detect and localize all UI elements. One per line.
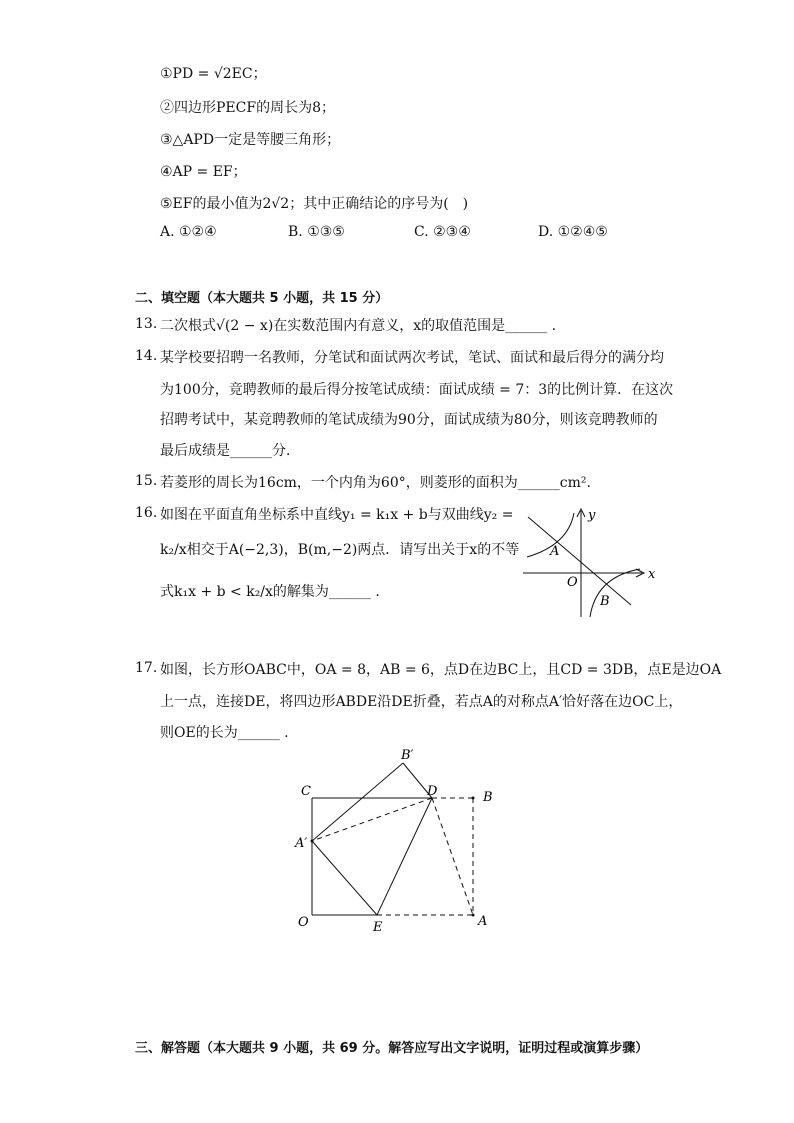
label-e: E: [373, 920, 383, 935]
point-a-prime: [311, 840, 314, 843]
label-y: y: [588, 508, 596, 523]
option-d: D. ①②④⑤: [538, 224, 608, 240]
section-3-title: 三、解答题（本大题共 9 小题，共 69 分。解答应写出文字说明，证明过程或演算步骤）: [135, 1041, 649, 1056]
label-o: O: [567, 575, 578, 590]
q15-text: 若菱形的周长为16cm，一个内角为60°，则菱形的面积为______cm².: [160, 475, 591, 491]
q13-number: 13.: [135, 316, 158, 332]
q16-line-1: 如图在平面直角坐标系中直线y₁ = k₁x + b与双曲线y₂ =: [160, 507, 514, 523]
option-b: B. ①③⑤: [288, 224, 345, 240]
q14-line-1: 某学校要招聘一名教师，分笔试和面试两次考试，笔试、面试和最后得分的满分均: [160, 350, 664, 366]
label-x: x: [648, 567, 656, 582]
section-2-title: 二、填空题（本大题共 5 小题，共 15 分）: [135, 291, 389, 306]
label-c: C: [301, 784, 311, 799]
label-d: D: [427, 784, 438, 799]
label-b: B: [483, 790, 493, 805]
label-a-prime: A′: [295, 836, 308, 851]
q14-line-4: 最后成绩是______分．: [160, 443, 300, 459]
line-y1: [528, 517, 631, 605]
q17-line-1: 如图，长方形OABC中，OA = 8，AB = 6，点D在边BC上，且CD = 3DB，点E是边OA: [160, 662, 722, 678]
statement-3: ③△APD一定是等腰三角形；: [160, 132, 341, 148]
q17-number: 17.: [135, 660, 158, 676]
label-b: B: [600, 594, 610, 609]
label-a: A: [550, 544, 560, 559]
point-b: [472, 797, 475, 800]
statement-5: ⑤EF的最小值为2√2；其中正确结论的序号为( ): [160, 196, 469, 212]
q14-number: 14.: [135, 348, 158, 364]
dashed-da: [432, 798, 473, 915]
fold-a-prime-e: [312, 841, 377, 915]
q13-text: 二次根式√(2 − x)在实数范围内有意义，x的取值范围是______ .: [160, 318, 557, 334]
q17-line-3: 则OE的长为______ .: [160, 725, 289, 741]
fold-b-prime-a-prime: [312, 763, 403, 841]
option-a: A. ①②④: [160, 224, 217, 240]
q14-line-3: 招聘考试中，某竞聘教师的笔试成绩为90分，面试成绩为80分，则该竞聘教师的: [160, 412, 658, 428]
q16-line-2: k₂/x相交于A(−2,3)，B(m,−2)两点．请写出关于x的不等: [160, 542, 520, 558]
statement-4: ④AP = EF；: [160, 164, 247, 180]
statement-1: ①PD = √2EC；: [160, 66, 267, 82]
q17-line-2: 上一点，连接DE，将四边形ABDE沿DE折叠，若点A的对称点A′恰好落在边OC上，: [160, 694, 683, 710]
label-b-prime: B′: [401, 748, 414, 763]
label-a: A: [478, 914, 488, 929]
statement-2: ②四边形PECF的周长为8；: [160, 100, 335, 116]
q16-number: 16.: [135, 505, 158, 521]
option-c: C. ②③④: [414, 224, 471, 240]
figure-17-rectangle-fold: [290, 745, 520, 945]
figure-16-coordinate-graph: [518, 505, 668, 620]
point-a: [472, 914, 475, 917]
label-o: O: [298, 915, 309, 930]
q14-line-2: 为100分，竞聘教师的最后得分按笔试成绩：面试成绩 = 7：3的比例计算．在这次: [160, 382, 674, 398]
fold-de: [377, 798, 432, 915]
dashed-da-prime: [312, 798, 432, 841]
q15-number: 15.: [135, 473, 158, 489]
q16-line-3: 式k₁x + b < k₂/x的解集为______ .: [160, 584, 380, 600]
